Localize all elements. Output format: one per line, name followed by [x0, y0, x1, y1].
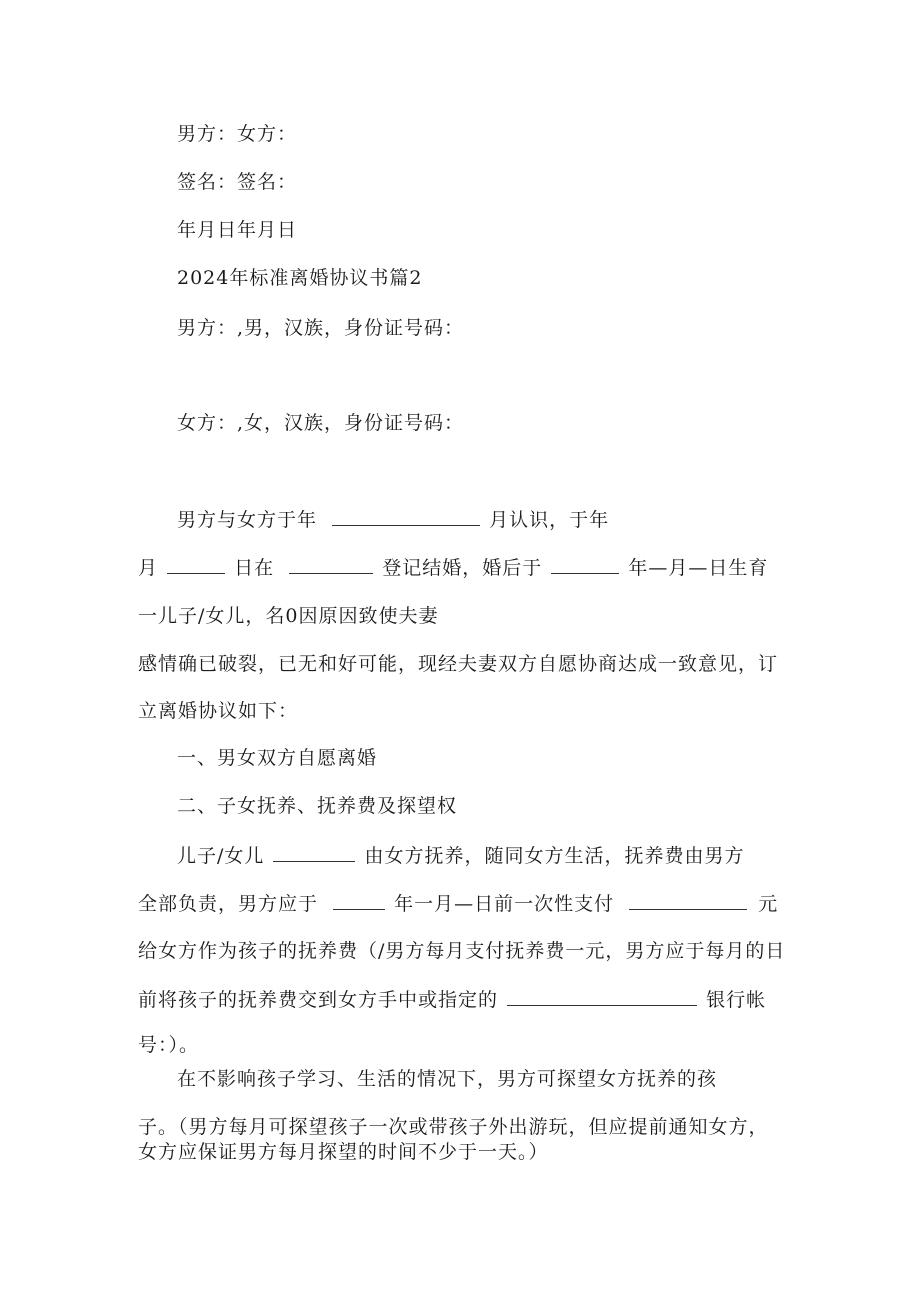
- intro-line-2: [138, 555, 768, 580]
- intro-text: 登记结婚，婚后于: [382, 557, 543, 579]
- intro-text: 年—月—日生育: [628, 557, 769, 579]
- bank-account-blank: [507, 987, 697, 1006]
- visitation-line-3: 女方应保证男方每月探望的时间不少于一天。）: [138, 1141, 549, 1163]
- intro-line-5: 立离婚协议如下：: [138, 700, 299, 722]
- document-title: 2024年标准离婚协议书篇2: [177, 267, 423, 289]
- intro-line-3: 一儿子/女儿，名0因原因致使夫妻: [138, 605, 439, 627]
- clause-1-heading: 一、男女双方自愿离婚: [177, 747, 378, 769]
- custody-text: 儿子/女儿: [177, 845, 265, 867]
- custody-line-3: 给女方作为孩子的抚养费（/男方每月支付抚养费一元，男方应于每月的日: [138, 940, 786, 962]
- intro-line-4: 感情确已破裂，已无和好可能，现经夫妻双方自愿协商达成一致意见，订: [138, 653, 779, 675]
- intro-text: 男方与女方于年: [177, 509, 318, 531]
- marriage-day-blank: [167, 555, 225, 574]
- intro-text: 日在: [234, 557, 275, 579]
- parties-line: 男方：女方：: [177, 123, 298, 145]
- payment-year-blank: [333, 891, 385, 910]
- dates-line: 年月日年月日: [177, 219, 298, 241]
- female-info-line: 女方：,女，汉族，身份证号码：: [177, 412, 465, 434]
- visitation-line-2: 子。（男方每月可探望孩子一次或带孩子外出游玩，但应提前通知女方，: [138, 1116, 769, 1138]
- custody-text: 前将孩子的抚养费交到女方手中或指定的: [138, 989, 499, 1011]
- intro-line-1: [177, 507, 609, 532]
- custody-line-1: [177, 843, 745, 868]
- intro-text: 月: [138, 557, 159, 579]
- signatures-line: 签名：签名：: [177, 171, 298, 193]
- visitation-line-1: 在不影响孩子学习、生活的情况下，男方可探望女方抚养的孩: [177, 1068, 718, 1090]
- male-info-line: 男方：,男，汉族，身份证号码：: [177, 317, 465, 339]
- child-name-blank: [273, 843, 355, 862]
- custody-line-2: [138, 891, 778, 916]
- custody-text: 全部负责，男方应于: [138, 893, 319, 915]
- acquaintance-date-blank: [332, 507, 480, 526]
- registration-place-blank: [289, 555, 373, 574]
- intro-text: 月认识，于年: [489, 509, 610, 531]
- custody-line-5: 号：）。: [138, 1034, 200, 1056]
- custody-line-4: [138, 987, 766, 1012]
- payment-amount-blank: [629, 891, 747, 910]
- custody-text: 元: [758, 893, 779, 915]
- custody-text: 银行帐: [706, 989, 767, 1011]
- custody-text: 由女方抚养，随同女方生活，抚养费由男方: [364, 845, 745, 867]
- custody-text: 年一月—日前一次性支付: [394, 893, 615, 915]
- birth-year-blank: [551, 555, 619, 574]
- clause-2-heading: 二、子女抚养、抚养费及探望权: [177, 795, 458, 817]
